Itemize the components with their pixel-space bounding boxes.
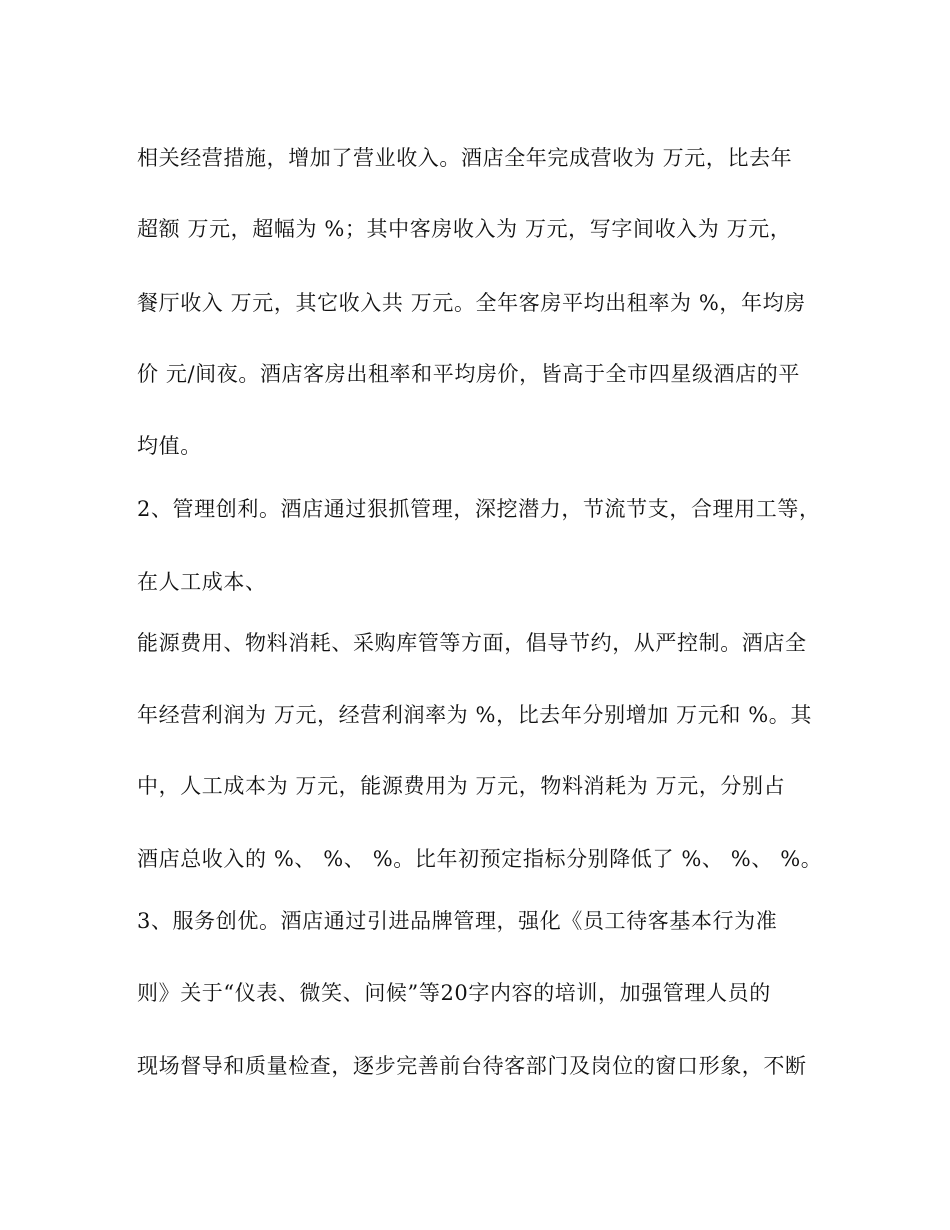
- text-line: 价 元/间夜。酒店客房出租率和平均房价，皆高于全市四星级酒店的平: [137, 362, 800, 386]
- text-line: 超额 万元，超幅为 %；其中客房收入为 万元，写字间收入为 万元，: [137, 217, 792, 241]
- text-line: 中，人工成本为 万元，能源费用为 万元，物料消耗为 万元，分别占: [137, 774, 786, 798]
- text-line: 在人工成本、: [137, 570, 267, 594]
- text-line: 年经营利润为 万元，经营利润率为 %，比去年分别增加 万元和 %。其: [137, 703, 813, 727]
- text-line: 相关经营措施，增加了营业收入。酒店全年完成营收为 万元，比去年: [137, 146, 793, 170]
- text-line: 3、服务创优。酒店通过引进品牌管理，强化《员工待客基本行为准: [137, 909, 778, 933]
- text-line: 2、管理创利。酒店通过狠抓管理，深挖潜力，节流节支，合理用工等，: [137, 497, 821, 521]
- text-line: 均值。: [137, 434, 202, 458]
- text-line: 能源费用、物料消耗、采购库管等方面，倡导节约，从严控制。酒店全: [137, 631, 807, 655]
- text-line: 餐厅收入 万元，其它收入共 万元。全年客房平均出租率为 %，年均房: [137, 291, 806, 315]
- text-line: 则》关于“仪表、微笑、问候”等20字内容的培训，加强管理人员的: [137, 981, 771, 1005]
- text-line: 酒店总收入的 %、 %、 %。比年初预定指标分别降低了 %、 %、 %。: [137, 847, 823, 871]
- text-line: 现场督导和质量检查，逐步完善前台待客部门及岗位的窗口形象，不断: [137, 1054, 807, 1078]
